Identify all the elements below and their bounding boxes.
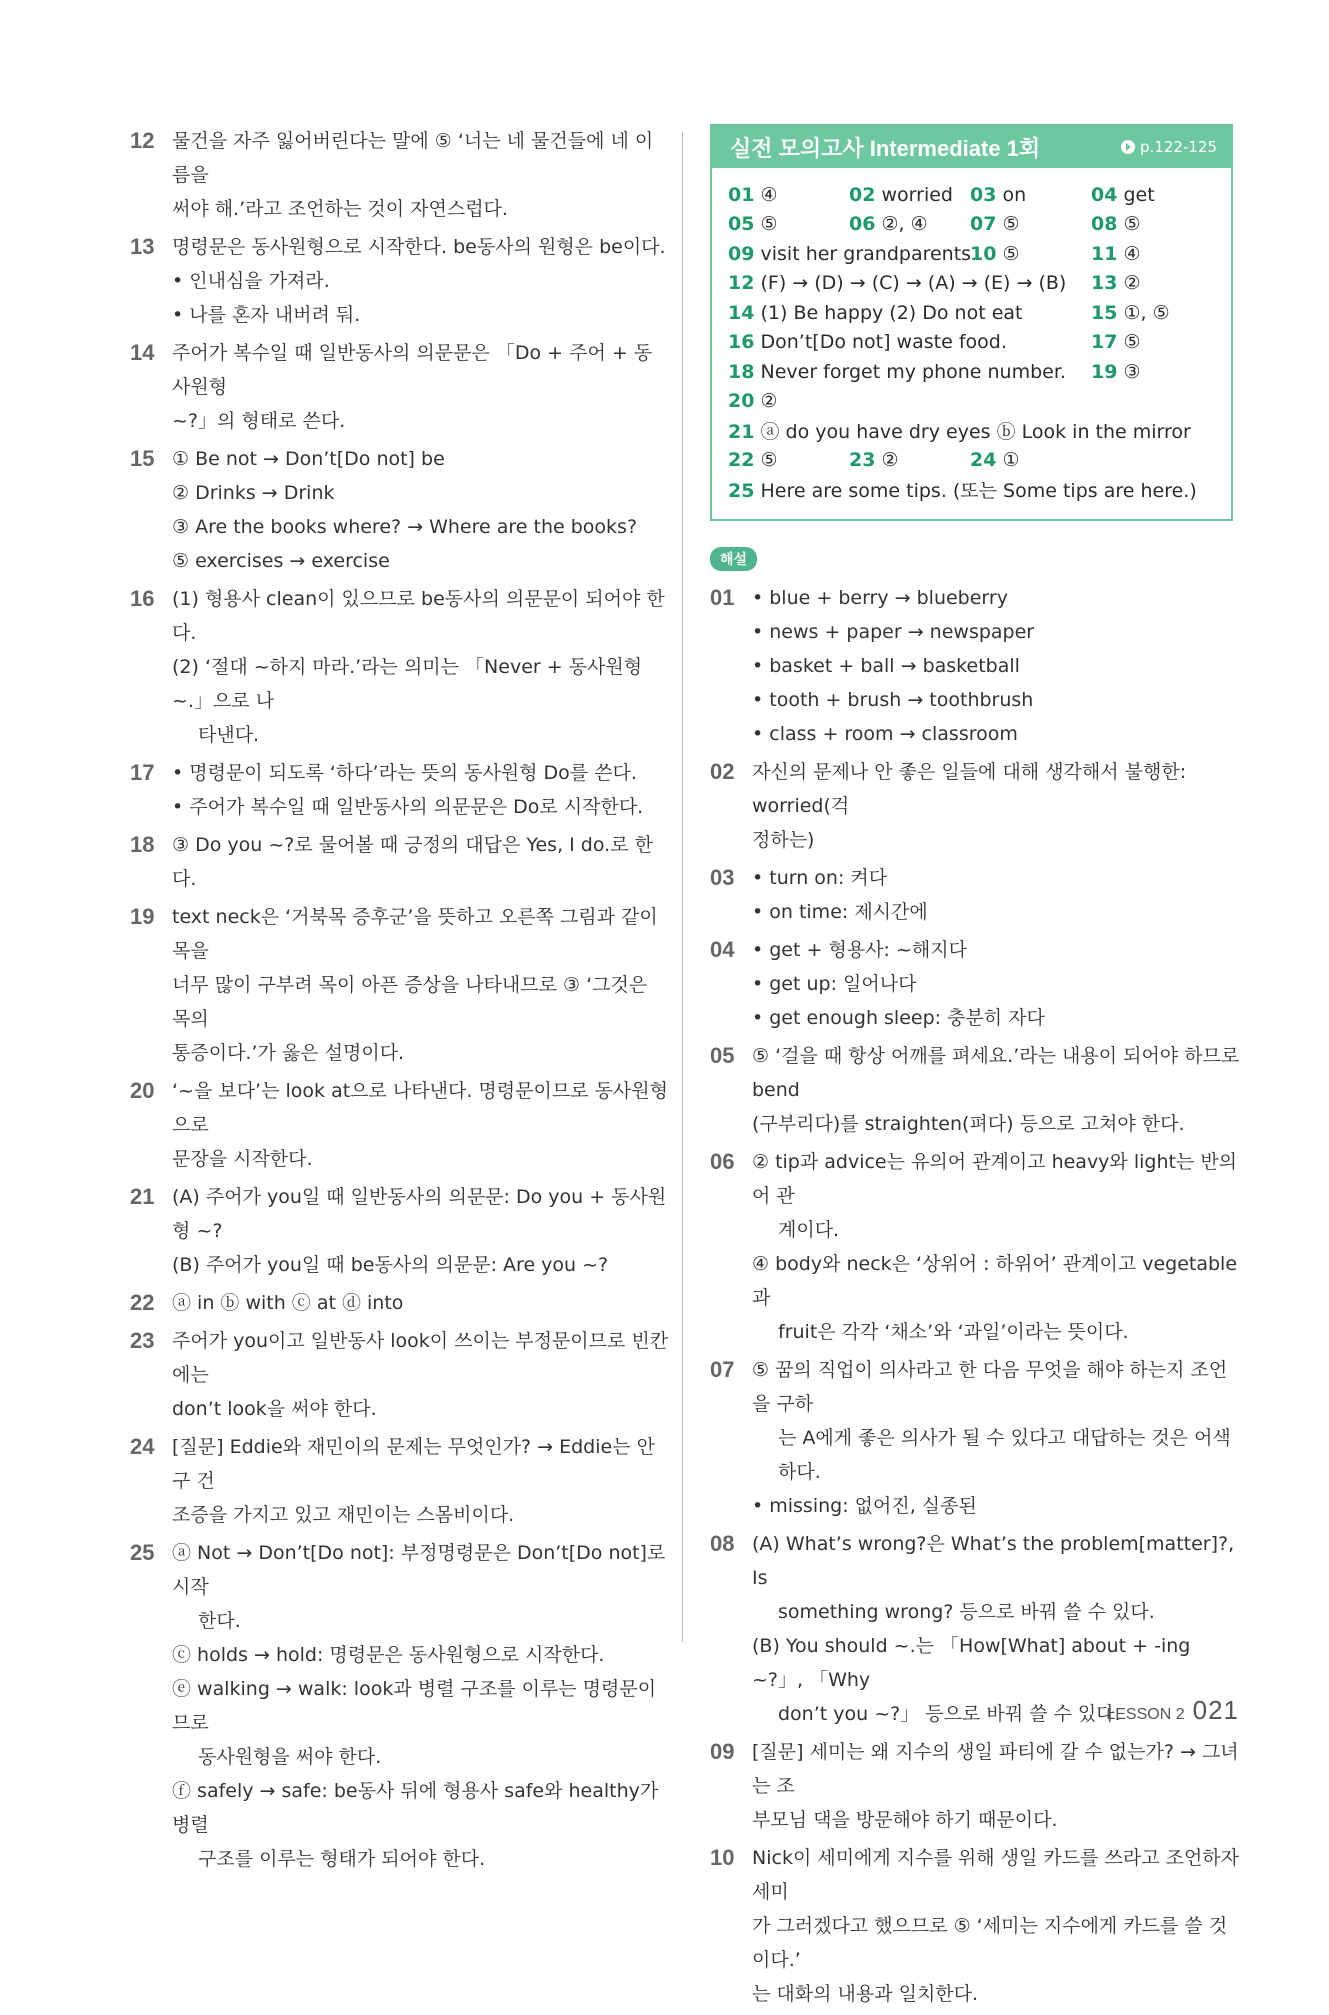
explanation-item bbox=[130, 1536, 670, 1876]
text-line: 주어가 복수일 때 일반동사의 의문문은 「Do + 주어 + 동사원형 bbox=[172, 342, 653, 398]
text-line: • missing: 없어진, 실종된 bbox=[752, 1494, 977, 1517]
explanation-item bbox=[710, 1145, 1240, 1349]
item-number: 16 bbox=[130, 586, 155, 611]
text-line: text neck은 ‘거북목 증후군’을 뜻하고 오른쪽 그림과 같이 목을 bbox=[172, 906, 658, 962]
text-line: (B) You should ~.는 「How[What] about + -ing ~?」, 「Why bbox=[752, 1634, 1191, 1691]
text-line: • turn on: 켜다 bbox=[752, 866, 888, 889]
item-text bbox=[752, 1841, 1240, 2011]
answer-value: ⑤ bbox=[1123, 331, 1141, 354]
item-text bbox=[172, 124, 670, 226]
answer-number: 16 bbox=[728, 331, 755, 354]
item-number: 01 bbox=[710, 584, 735, 610]
answer-cell bbox=[728, 449, 849, 471]
explanation-item bbox=[130, 1430, 670, 1532]
explanation-list bbox=[710, 581, 1240, 2011]
text-line: • on time: 제시간에 bbox=[752, 900, 928, 923]
item-number: 04 bbox=[710, 936, 735, 962]
text-line: (2) ‘절대 ~하지 마라.’라는 의미는 「Never + 동사원형 ~.」으로 나 bbox=[172, 656, 643, 712]
text-line: ~?」의 형태로 쓴다. bbox=[172, 410, 346, 432]
answer-row bbox=[728, 357, 1215, 387]
item-number: 14 bbox=[130, 340, 155, 365]
answer-value: ③ bbox=[1123, 360, 1141, 383]
item-number: 06 bbox=[710, 1148, 735, 1174]
item-text bbox=[752, 755, 1240, 857]
page-footer bbox=[1106, 1695, 1239, 1726]
item-number: 10 bbox=[710, 1844, 735, 1870]
text-line: 계이다. bbox=[778, 1218, 840, 1241]
answer-value: ②, ④ bbox=[881, 213, 928, 236]
text-line: ⓔ walking → walk: look과 병렬 구조를 이루는 명령문이므로 bbox=[172, 1678, 657, 1734]
text-line: Nick이 세미에게 지수를 위해 생일 카드를 쓰라고 조언하자 세미 bbox=[752, 1846, 1240, 1903]
answer-row bbox=[728, 298, 1215, 328]
answer-value: (1) Be happy (2) Do not eat bbox=[760, 301, 1023, 324]
text-line: something wrong? 등으로 바꿔 쓸 수 있다. bbox=[778, 1600, 1155, 1623]
answer-cell bbox=[728, 361, 1091, 383]
text-line: (A) What’s wrong?은 What’s the problem[matter]?, Is bbox=[752, 1532, 1235, 1589]
item-text bbox=[172, 1180, 670, 1282]
answer-box-title: 실전 모의고사 Intermediate 1회 bbox=[730, 135, 1041, 161]
answer-box-header bbox=[712, 126, 1231, 168]
text-line: • 주어가 복수일 때 일반동사의 의문문은 Do로 시작한다. bbox=[172, 796, 644, 818]
item-number: 08 bbox=[710, 1530, 735, 1556]
left-column bbox=[130, 124, 670, 1880]
explanation-item bbox=[710, 1841, 1240, 2011]
item-text bbox=[752, 1353, 1240, 1523]
answer-number: 02 bbox=[849, 183, 876, 206]
answer-number: 05 bbox=[728, 213, 755, 236]
answer-cell bbox=[728, 417, 1215, 444]
answer-cell bbox=[728, 302, 1091, 324]
explanation-item bbox=[130, 1286, 670, 1320]
answer-cell bbox=[849, 184, 970, 206]
text-line: 가 그러겠다고 했으므로 ⑤ ‘세미는 지수에게 카드를 쓸 것이다.’ bbox=[752, 1914, 1228, 1971]
text-line: don’t you ~?」 등으로 바꿔 쓸 수 있다. bbox=[778, 1702, 1121, 1725]
arrow-circle-icon bbox=[1121, 140, 1135, 154]
text-line: ③ Are the books where? → Where are the books? bbox=[172, 516, 638, 538]
text-line: ④ body와 neck은 ‘상위어 : 하위어’ 관계이고 vegetable과 bbox=[752, 1252, 1238, 1309]
lesson-label: LESSON 2 bbox=[1106, 1706, 1185, 1723]
text-line: 동사원형을 써야 한다. bbox=[198, 1746, 382, 1768]
text-line: ⑤ exercises → exercise bbox=[172, 550, 390, 572]
explanation-item bbox=[130, 336, 670, 438]
answer-value: ⑤ bbox=[1002, 242, 1020, 265]
item-text bbox=[172, 1286, 670, 1320]
text-line: 타낸다. bbox=[198, 724, 260, 746]
item-number: 02 bbox=[710, 758, 735, 784]
text-line: (구부리다)를 straighten(펴다) 등으로 고쳐야 한다. bbox=[752, 1112, 1185, 1135]
answer-value: Here are some tips. (또는 Some tips are here.) bbox=[760, 480, 1197, 503]
explanation-item bbox=[130, 442, 670, 578]
answer-number: 04 bbox=[1091, 183, 1118, 206]
item-text bbox=[752, 1039, 1240, 1141]
text-line: 는 A에게 좋은 의사가 될 수 있다고 대답하는 것은 어색하다. bbox=[778, 1426, 1231, 1483]
answer-number: 07 bbox=[970, 213, 997, 236]
item-text bbox=[172, 1536, 670, 1876]
item-number: 17 bbox=[130, 760, 155, 785]
item-number: 19 bbox=[130, 904, 155, 929]
item-number: 20 bbox=[130, 1078, 155, 1103]
explanation-item bbox=[710, 933, 1240, 1035]
item-number: 18 bbox=[130, 832, 155, 857]
answer-number: 12 bbox=[728, 272, 755, 295]
text-line: 너무 많이 구부려 목이 아픈 증상을 나타내므로 ③ ‘그것은 목의 bbox=[172, 974, 648, 1030]
answer-number: 21 bbox=[728, 421, 755, 444]
text-line: [질문] Eddie와 재민이의 문제는 무엇인가? → Eddie는 안구 건 bbox=[172, 1436, 655, 1492]
item-text bbox=[752, 1145, 1240, 1349]
answer-value: worried bbox=[881, 183, 953, 206]
text-line: ⓐ in ⓑ with ⓒ at ⓓ into bbox=[172, 1292, 404, 1314]
answer-number: 19 bbox=[1091, 360, 1118, 383]
answer-number: 24 bbox=[970, 449, 997, 472]
answer-value: ④ bbox=[760, 183, 778, 206]
answer-number: 17 bbox=[1091, 331, 1118, 354]
answer-value: visit her grandparents bbox=[760, 242, 972, 265]
text-line: • blue + berry → blueberry bbox=[752, 586, 1008, 609]
text-line: • get + 형용사: ~해지다 bbox=[752, 938, 967, 961]
explanation-item bbox=[710, 755, 1240, 857]
text-line: 자신의 문제나 안 좋은 일들에 대해 생각해서 불행한: worried(걱 bbox=[752, 760, 1187, 817]
answer-cell bbox=[728, 213, 849, 235]
answer-cell bbox=[728, 331, 1091, 353]
text-line: • news + paper → newspaper bbox=[752, 620, 1035, 643]
text-line: ⑤ 꿈의 직업이 의사라고 한 다음 무엇을 해야 하는지 조언을 구하 bbox=[752, 1358, 1228, 1415]
text-line: 조증을 가지고 있고 재민이는 스몸비이다. bbox=[172, 1504, 515, 1526]
item-text bbox=[752, 933, 1240, 1035]
answer-cell bbox=[849, 213, 970, 235]
item-number: 23 bbox=[130, 1328, 155, 1353]
answer-row bbox=[728, 416, 1215, 446]
answer-number: 20 bbox=[728, 390, 755, 413]
explanation-item bbox=[130, 230, 670, 332]
text-line: ② Drinks → Drink bbox=[172, 482, 335, 504]
answer-cell bbox=[728, 272, 1091, 294]
explanation-item bbox=[710, 1039, 1240, 1141]
text-line: ③ Do you ~?로 물어볼 때 긍정의 대답은 Yes, I do.로 한다. bbox=[172, 834, 653, 890]
answer-value: ② bbox=[1123, 272, 1141, 295]
item-text bbox=[172, 442, 670, 578]
answer-cell bbox=[728, 184, 849, 206]
text-line: 문장을 시작한다. bbox=[172, 1148, 313, 1170]
answer-cell bbox=[970, 213, 1091, 235]
answer-number: 18 bbox=[728, 360, 755, 383]
page-number: 021 bbox=[1192, 1695, 1239, 1725]
answer-row bbox=[728, 328, 1215, 358]
answer-value: ⑤ bbox=[1002, 213, 1020, 236]
answer-value: on bbox=[1002, 183, 1027, 206]
answer-value: ① bbox=[1002, 449, 1020, 472]
right-column bbox=[710, 124, 1240, 2015]
text-line: • get enough sleep: 충분히 자다 bbox=[752, 1006, 1045, 1029]
text-line: don’t look을 써야 한다. bbox=[172, 1398, 377, 1420]
item-text bbox=[172, 900, 670, 1070]
item-text bbox=[172, 1324, 670, 1426]
answer-cell bbox=[1091, 331, 1212, 353]
explanation-item bbox=[130, 900, 670, 1070]
item-text bbox=[172, 230, 670, 332]
text-line: [질문] 세미는 왜 지수의 생일 파티에 갈 수 없는가? → 그녀는 조 bbox=[752, 1740, 1239, 1797]
explanation-item bbox=[710, 1735, 1240, 1837]
answer-value: Never forget my phone number. bbox=[760, 360, 1066, 383]
item-number: 05 bbox=[710, 1042, 735, 1068]
answer-cell bbox=[970, 243, 1091, 265]
answer-cell bbox=[849, 449, 970, 471]
text-line: (B) 주어가 you일 때 be동사의 의문문: Are you ~? bbox=[172, 1254, 609, 1276]
text-line: 명령문은 동사원형으로 시작한다. be동사의 원형은 be이다. bbox=[172, 236, 666, 258]
answer-number: 01 bbox=[728, 183, 755, 206]
explanation-item bbox=[130, 124, 670, 226]
text-line: 물건을 자주 잃어버린다는 말에 ⑤ ‘너는 네 물건들에 네 이름을 bbox=[172, 130, 654, 186]
text-line: 한다. bbox=[198, 1610, 241, 1632]
text-line: ⓒ holds → hold: 명령문은 동사원형으로 시작한다. bbox=[172, 1644, 605, 1666]
text-line: ‘~을 보다’는 look at으로 나타낸다. 명령문이므로 동사원형으로 bbox=[172, 1080, 668, 1136]
answer-value: ② bbox=[760, 390, 778, 413]
item-number: 13 bbox=[130, 234, 155, 259]
answer-number: 14 bbox=[728, 301, 755, 324]
answer-value: ⑤ bbox=[760, 213, 778, 236]
answer-cell bbox=[1091, 184, 1212, 206]
item-number: 25 bbox=[130, 1540, 155, 1565]
answer-cell bbox=[1091, 361, 1212, 383]
text-line: ① Be not → Don’t[Do not] be bbox=[172, 448, 445, 470]
answer-value: ④ bbox=[1123, 242, 1141, 265]
text-line: (1) 형용사 clean이 있으므로 be동사의 의문문이 되어야 한다. bbox=[172, 588, 665, 644]
explanation-item bbox=[130, 582, 670, 752]
explanation-item bbox=[130, 1180, 670, 1282]
text-line: • 인내심을 가져라. bbox=[172, 270, 330, 292]
text-line: ⑤ ‘걸을 때 항상 어깨를 펴세요.’라는 내용이 되어야 하므로 bend bbox=[752, 1044, 1240, 1101]
answer-value: ② bbox=[881, 449, 899, 472]
page-reference bbox=[1121, 138, 1217, 156]
answer-row bbox=[728, 269, 1215, 299]
item-number: 03 bbox=[710, 864, 735, 890]
answer-row bbox=[728, 180, 1215, 210]
text-line: 는 대화의 내용과 일치한다. bbox=[752, 1982, 979, 2005]
text-line: 써야 해.’라고 조언하는 것이 자연스럽다. bbox=[172, 198, 508, 220]
explanation-tag: 해설 bbox=[710, 547, 757, 571]
answer-cell bbox=[1091, 213, 1212, 235]
item-number: 15 bbox=[130, 446, 155, 471]
answer-row bbox=[728, 446, 1215, 476]
answer-value: Don’t[Do not] waste food. bbox=[760, 331, 1007, 354]
item-number: 22 bbox=[130, 1290, 155, 1315]
answer-number: 13 bbox=[1091, 272, 1118, 295]
text-line: 주어가 you이고 일반동사 look이 쓰이는 부정문이므로 빈칸에는 bbox=[172, 1330, 669, 1386]
answer-cell bbox=[728, 476, 1215, 503]
item-number: 12 bbox=[130, 128, 155, 153]
item-text bbox=[172, 828, 670, 896]
item-text bbox=[172, 1074, 670, 1176]
item-text bbox=[172, 1430, 670, 1532]
answer-value: (F) → (D) → (C) → (A) → (E) → (B) bbox=[760, 272, 1067, 295]
answer-value: get bbox=[1123, 183, 1155, 206]
answer-number: 11 bbox=[1091, 242, 1118, 265]
item-text bbox=[752, 1735, 1240, 1837]
answer-row bbox=[728, 210, 1215, 240]
text-line: 구조를 이루는 형태가 되어야 한다. bbox=[198, 1848, 486, 1870]
explanation-item bbox=[710, 1353, 1240, 1523]
answer-box bbox=[710, 124, 1233, 521]
text-line: • tooth + brush → toothbrush bbox=[752, 688, 1034, 711]
answer-value: ①, ⑤ bbox=[1123, 301, 1170, 324]
answer-number: 08 bbox=[1091, 213, 1118, 236]
text-line: • get up: 일어나다 bbox=[752, 972, 917, 995]
text-line: • basket + ball → basketball bbox=[752, 654, 1020, 677]
answer-value: ⑤ bbox=[1123, 213, 1141, 236]
explanation-item bbox=[710, 861, 1240, 929]
answer-number: 09 bbox=[728, 242, 755, 265]
item-number: 07 bbox=[710, 1356, 735, 1382]
text-line: • 나를 혼자 내버려 둬. bbox=[172, 304, 361, 326]
answer-number: 23 bbox=[849, 449, 876, 472]
item-text bbox=[172, 336, 670, 438]
answer-row bbox=[728, 239, 1215, 269]
explanation-item bbox=[130, 1074, 670, 1176]
item-text bbox=[752, 861, 1240, 929]
text-line: (A) 주어가 you일 때 일반동사의 의문문: Do you + 동사원형 ~? bbox=[172, 1186, 667, 1242]
answer-value: ⑤ bbox=[760, 449, 778, 472]
item-number: 09 bbox=[710, 1738, 735, 1764]
text-line: 통증이다.’가 옳은 설명이다. bbox=[172, 1042, 405, 1064]
item-number: 21 bbox=[130, 1184, 155, 1209]
answer-grid bbox=[712, 168, 1231, 519]
answer-number: 22 bbox=[728, 449, 755, 472]
item-text bbox=[172, 582, 670, 752]
page-range: p.122-125 bbox=[1140, 138, 1217, 156]
answer-row bbox=[728, 387, 1215, 417]
text-line: fruit은 각각 ‘채소’와 ‘과일’이라는 뜻이다. bbox=[778, 1320, 1129, 1343]
text-line: • class + room → classroom bbox=[752, 722, 1018, 745]
answer-cell bbox=[970, 449, 1091, 471]
answer-row bbox=[728, 475, 1215, 505]
column-divider bbox=[682, 132, 683, 1642]
answer-number: 15 bbox=[1091, 301, 1118, 324]
answer-value: ⓐ do you have dry eyes ⓑ Look in the mirror bbox=[760, 421, 1191, 444]
text-line: • 명령문이 되도록 ‘하다’라는 뜻의 동사원형 Do를 쓴다. bbox=[172, 762, 637, 784]
explanation-item bbox=[130, 1324, 670, 1426]
item-text bbox=[172, 756, 670, 824]
answer-number: 25 bbox=[728, 480, 755, 503]
answer-cell bbox=[1091, 272, 1212, 294]
explanation-item bbox=[130, 756, 670, 824]
text-line: ② tip과 advice는 유의어 관계이고 heavy와 light는 반의어 관 bbox=[752, 1150, 1238, 1207]
item-text bbox=[752, 581, 1240, 751]
text-line: ⓕ safely → safe: be동사 뒤에 형용사 safe와 healthy가 병렬 bbox=[172, 1780, 659, 1836]
answer-number: 03 bbox=[970, 183, 997, 206]
answer-cell bbox=[728, 390, 1215, 412]
explanation-item bbox=[710, 581, 1240, 751]
answer-cell bbox=[970, 184, 1091, 206]
text-line: 정하는) bbox=[752, 828, 815, 851]
text-line: 부모님 댁을 방문해야 하기 때문이다. bbox=[752, 1808, 1058, 1831]
text-line: ⓐ Not → Don’t[Do not]: 부정명령문은 Don’t[Do not]로 시작 bbox=[172, 1542, 666, 1598]
item-number: 24 bbox=[130, 1434, 155, 1459]
explanation-item bbox=[130, 828, 670, 896]
answer-number: 06 bbox=[849, 213, 876, 236]
answer-cell bbox=[728, 243, 970, 265]
answer-cell bbox=[1091, 302, 1212, 324]
answer-cell bbox=[1091, 243, 1212, 265]
answer-number: 10 bbox=[970, 242, 997, 265]
